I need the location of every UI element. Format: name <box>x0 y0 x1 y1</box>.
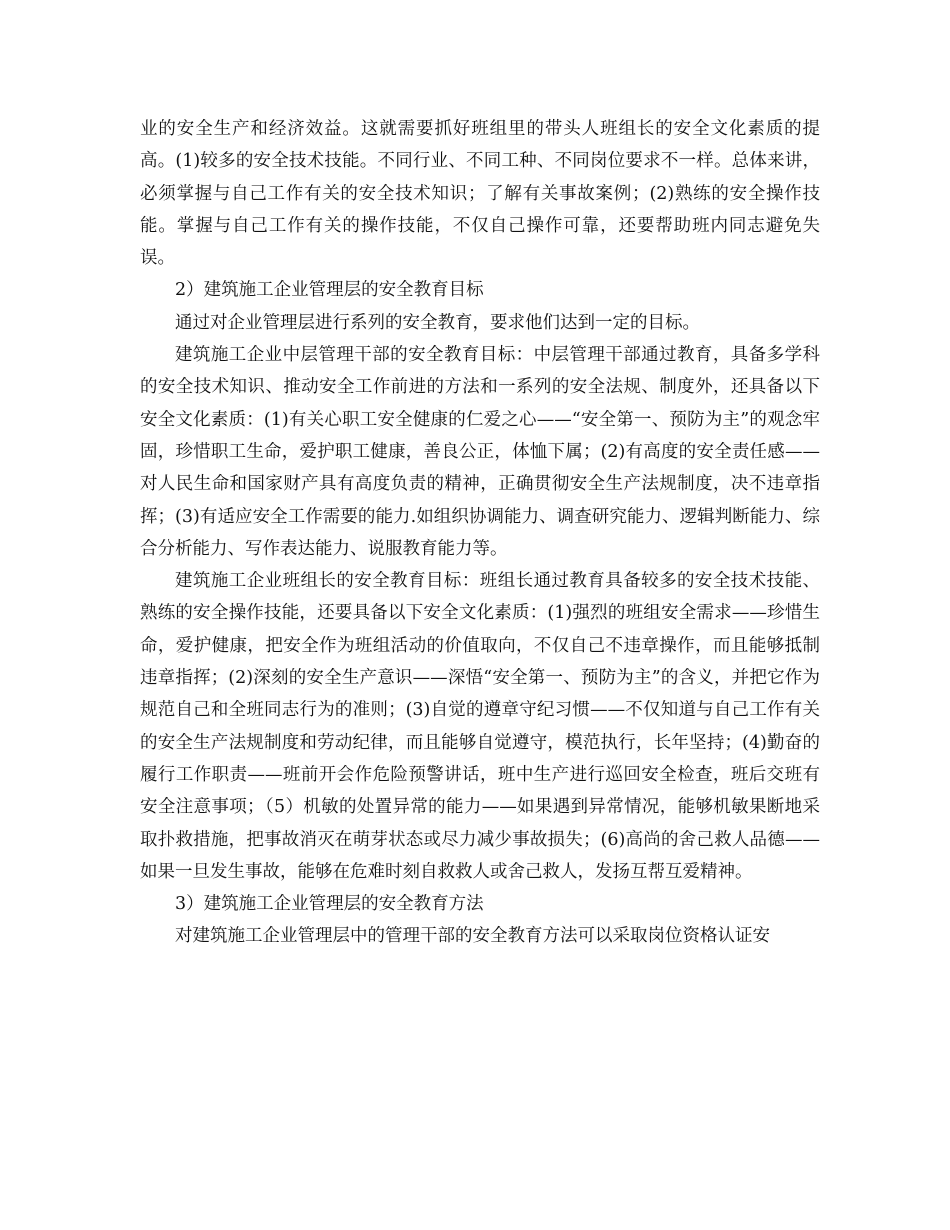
document-body <box>140 113 820 953</box>
paragraph-middle-managers-goals: 建筑施工企业中层管理干部的安全教育目标：中层管理干部通过教育，具备多学科的安全技术知识、推动安全工作前进的方法和一系列的安全法规、制度外，还具备以下安全文化素质：(1)有关心职工安全健康的仁爱之心——“安全第一、预防为主”的观念牢固，珍惜职工生命，爱护职工健康，善良公正，体恤下属；(2)有高度的安全责任感——对人民生命和国家财产具有高度负责的精神，正确贯彻安全生产法规制度，决不违章指挥；(3)有适应安全工作需要的能力.如组织协调能力、调查研究能力、逻辑判断能力、综合分析能力、写作表达能力、说服教育能力等。 <box>140 345 820 559</box>
paragraph-management-methods: 对建筑施工企业管理层中的管理干部的安全教育方法可以采取岗位资格认证安 <box>175 926 770 947</box>
paragraph-team-leader-goals: 建筑施工企业班组长的安全教育目标：班组长通过教育具备较多的安全技术技能、熟练的安全操作技能，还要具备以下安全文化素质：(1)强烈的班组安全需求——珍惜生命，爱护健康，把安全作为班组活动的价值取向，不仅自己不违章操作，而且能够抵制违章指挥；(2)深刻的安全生产意识——深悟“安全第一、预防为主”的含义，并把它作为规范自己和全班同志行为的准则；(3)自觉的遵章守纪习惯——不仅知道与自己工作有关的安全生产法规制度和劳动纪律，而且能够自觉遵守，模范执行，长年坚持；(4)勤奋的履行工作职责——班前开会作危险预警讲话，班中生产进行巡回安全检查，班后交班有安全注意事项；（5）机敏的处置异常的能力——如果遇到异常情况，能够机敏果断地采取扑救措施，把事故消灭在萌芽状态或尽力减少事故损失；(6)高尚的舍己救人品德——如果一旦发生事故，能够在危难时刻自救救人或舍己救人，发扬互帮互爱精神。 <box>140 571 820 882</box>
paragraph-management-goals-intro: 通过对企业管理层进行系列的安全教育，要求他们达到一定的目标。 <box>175 312 700 333</box>
paragraph-continued-intro: 业的安全生产和经济效益。这就需要抓好班组里的带头人班组长的安全文化素质的提高。(1)较多的安全技术技能。不同行业、不同工种、不同岗位要求不一样。总体来讲，必须掌握与自己工作有关的安全技术知识；了解有关事故案例；(2)熟练的安全操作技能。掌握与自己工作有关的操作技能，不仅自己操作可靠，还要帮助班内同志避免失误。 <box>140 119 820 269</box>
heading-management-methods: 3）建筑施工企业管理层的安全教育方法 <box>175 894 484 915</box>
heading-management-goals: 2）建筑施工企业管理层的安全教育目标 <box>175 280 484 301</box>
